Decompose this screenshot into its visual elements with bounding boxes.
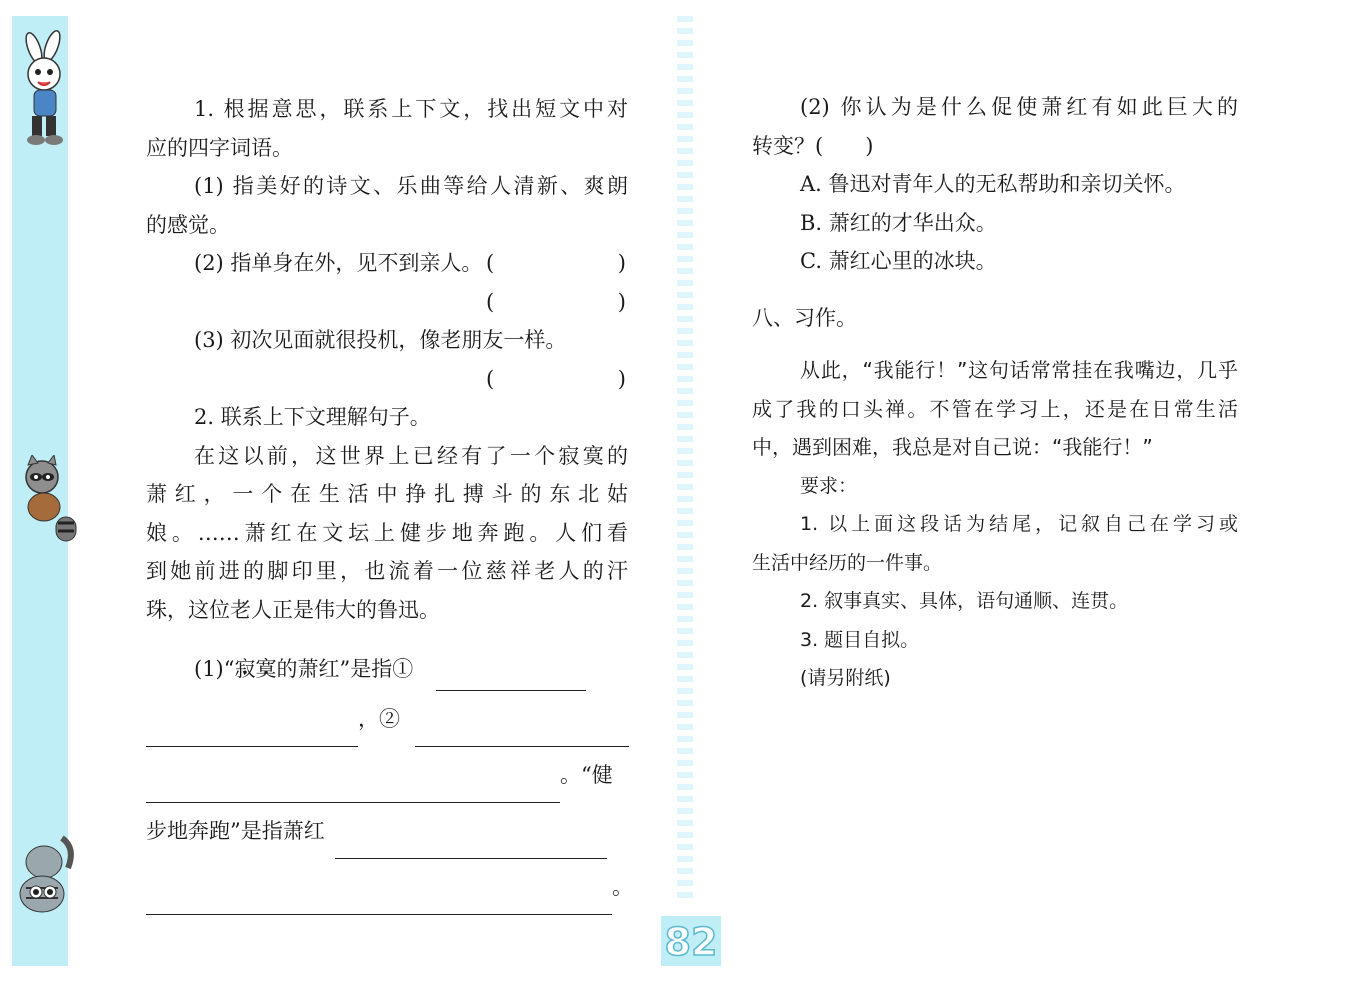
q1-item2-answer-line — [146, 283, 628, 322]
q1-item3-answer-blank[interactable] — [486, 360, 626, 399]
passage-line-1: 在这以前，这世界上已经有了一个寂寞的 — [194, 443, 628, 468]
requirement-1-line1: 1. 以上面这段话为结尾，记叙自己在学习或 — [800, 513, 1238, 535]
passage-line-5: 珠，这位老人正是伟大的鲁迅。 — [146, 597, 440, 622]
paren-close: ) — [617, 289, 626, 314]
q2-sub1-line3 — [146, 747, 628, 803]
requirement-3: 3. 题目自拟。 — [800, 628, 920, 651]
paren-open: ( — [486, 366, 495, 391]
option-a[interactable]: A. 鲁迅对青年人的无私帮助和亲切关怀。 — [800, 172, 1186, 196]
left-column — [146, 90, 633, 915]
prompt-line-3: 中，遇到困难，我总是对自己说：“我能行！” — [752, 435, 1153, 459]
q-sub2-line2: 转变？( ) — [752, 133, 874, 158]
q2-sub1-line2 — [146, 691, 628, 747]
q1-intro-line2: 应的四字词语。 — [146, 135, 293, 160]
jian-quote: 。“健 — [560, 763, 613, 787]
q1-item2-line: (2) 指单身在外，见不到亲人。 — [194, 251, 483, 275]
passage-line-2: 萧红，一个在生活中挣扎搏斗的东北姑 — [146, 482, 628, 506]
right-column — [752, 88, 1238, 698]
q-sub2-line1: (2) 你认为是什么促使萧红有如此巨大的 — [800, 95, 1238, 119]
answer-blank-4[interactable] — [146, 776, 560, 803]
q1-intro-line1: 1. 根据意思，联系上下文，找出短文中对 — [194, 97, 628, 121]
paren-close: ) — [617, 251, 626, 275]
bubu-text: 步地奔跑”是指萧红 — [146, 819, 325, 843]
requirement-1-line2: 生活中经历的一件事。 — [752, 551, 943, 574]
q2-sub1-prefix: (1)“ — [194, 657, 235, 681]
prompt-line-2: 成了我的口头禅。不管在学习上，还是在日常生活 — [752, 396, 1238, 421]
q2-sub1-line4 — [146, 803, 628, 859]
option-c[interactable]: C. 萧红心里的冰块。 — [800, 249, 997, 273]
q1-item3-line: (3) 初次见面就很投机，像老朋友一样。 — [194, 328, 567, 352]
attach-note: (请另附纸) — [800, 667, 891, 689]
page-fold — [677, 16, 693, 904]
q2-sub1-line5 — [146, 859, 633, 915]
q1-item1-text: 的感觉。 — [146, 212, 230, 237]
answer-blank-3[interactable] — [415, 720, 629, 747]
prompt-line-1: 从此，“我能行！”这句话常常挂在我嘴边，几乎 — [800, 358, 1238, 382]
emphasis-char-2: 寞 • — [255, 657, 276, 681]
end-period: 。 — [612, 875, 633, 899]
q1-item1-line1: (1) 指美好的诗文、乐曲等给人清新、爽朗 — [194, 174, 628, 198]
q2-sub1-line1 — [146, 647, 628, 691]
passage-line-4: 到她前进的脚印里，也流着一位慈祥老人的汗 — [146, 559, 628, 583]
paren-open: ( — [486, 289, 495, 314]
answer-blank-1[interactable] — [436, 664, 586, 691]
answer-blank-5[interactable] — [335, 832, 607, 859]
requirements-label: 要求： — [800, 474, 858, 497]
q2-intro: 2. 联系上下文理解句子。 — [194, 405, 431, 429]
answer-blank-6[interactable] — [146, 888, 612, 915]
tiger-mascot-icon — [12, 828, 82, 918]
emphasis-char-1: 寂 • — [234, 657, 255, 681]
option-b[interactable]: B. 萧红的才华出众。 — [800, 210, 997, 235]
answer-blank-2[interactable] — [146, 720, 358, 747]
page-number: 82 — [661, 916, 721, 966]
rabbit-mascot-icon — [12, 30, 82, 148]
passage-line-3: 娘。……萧红在文坛上健步地奔跑。人们看 — [146, 520, 628, 545]
q1-item3-answer-line — [146, 360, 628, 399]
paren-close: ) — [617, 366, 626, 391]
circle-two-label: ，② — [358, 707, 400, 731]
q1-item2-answer-blank[interactable] — [486, 283, 626, 322]
paren-open: ( — [486, 251, 495, 275]
section-8-heading: 八、习作。 — [752, 305, 857, 330]
q2-sub1-suffix: 的萧红”是指① — [276, 657, 414, 681]
requirement-2: 2. 叙事真实、具体，语句通顺、连贯。 — [800, 590, 1129, 612]
raccoon-mascot-icon — [12, 455, 82, 547]
q1-item1-answer-blank[interactable] — [486, 244, 626, 283]
